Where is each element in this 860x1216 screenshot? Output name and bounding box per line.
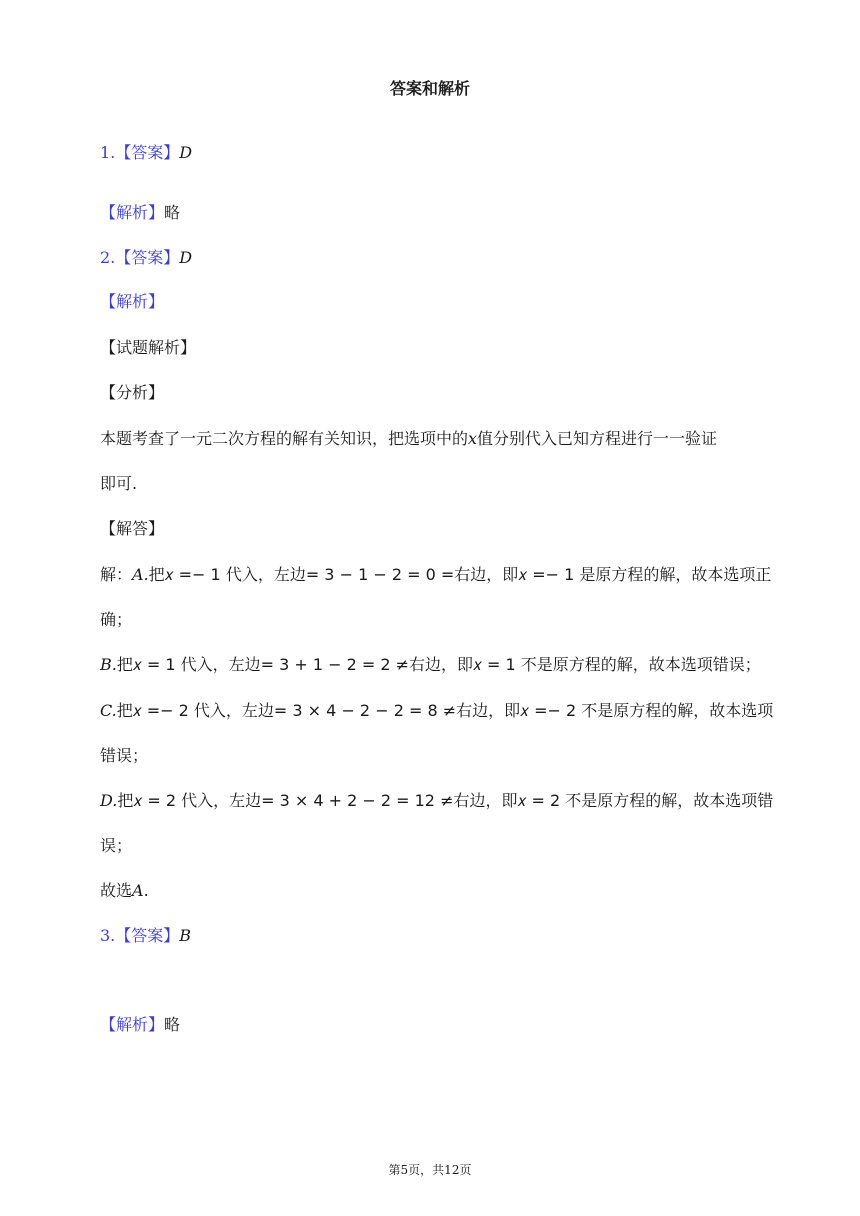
q2-solution-c <box>100 699 790 723</box>
solution-text: 把𝑥 =− 1 代入，左边= 3 − 1 − 2 = 0 =右边，即𝑥 =− 1 是原方程的解，故本选项正 <box>148 565 772 584</box>
q2-solution-d <box>100 789 790 813</box>
q2-analysis-tag: 【解析】 <box>100 292 165 311</box>
analysis-text-part: 值分别代入已知方程进行一一验证 <box>477 429 718 448</box>
conclusion-letter: A <box>132 881 144 900</box>
q1-number: 1. <box>100 143 116 162</box>
option-letter: D. <box>100 791 118 810</box>
q2-solution-a-cont: 确； <box>100 610 133 629</box>
q2-solution-c-cont: 错误； <box>100 746 149 765</box>
q2-sub-tag-3: 【解答】 <box>100 519 165 538</box>
q2-conclusion <box>100 879 790 903</box>
q2-sub-tag-2: 【分析】 <box>100 383 165 402</box>
q3-analysis: 略 <box>164 1015 181 1034</box>
option-letter: A. <box>132 565 149 584</box>
q3-number: 3. <box>100 926 116 945</box>
q2-number: 2. <box>100 248 116 267</box>
q2-solution-b <box>100 653 790 677</box>
page-footer: 第5页，共12页 <box>388 1163 472 1177</box>
q1-analysis-tag: 【解析】 <box>100 203 165 222</box>
q1-analysis: 略 <box>164 203 181 222</box>
q1-answer: D <box>179 143 193 162</box>
option-letter: C. <box>100 701 117 720</box>
analysis-text-part: 本题考查了一元二次方程的解有关知识，把选项中的 <box>100 429 469 448</box>
conclusion-period: . <box>143 881 149 900</box>
page-title: 答案和解析 <box>389 79 470 98</box>
q1-answer-line <box>100 141 790 165</box>
q3-answer: B <box>179 926 192 945</box>
solution-lead: 解： <box>100 565 133 584</box>
q3-analysis-line <box>100 1013 790 1037</box>
variable-x: x <box>468 429 478 448</box>
q2-analysis-line <box>100 290 790 314</box>
solution-text: 把𝑥 = 2 代入，左边= 3 × 4 + 2 − 2 = 12 ≠右边，即𝑥 = 2 不是原方程的解，故本选项错 <box>117 791 774 810</box>
solution-text: 把𝑥 = 1 代入，左边= 3 + 1 − 2 = 2 ≠右边，即𝑥 = 1 不是原方程的解，故本选项错误； <box>116 655 761 674</box>
option-letter: B. <box>100 655 117 674</box>
q2-answer-tag: 【答案】 <box>115 248 180 267</box>
q2-solution-d-cont: 误； <box>100 836 133 855</box>
q2-analysis-text-2: 即可. <box>100 474 138 493</box>
q3-analysis-tag: 【解析】 <box>100 1015 165 1034</box>
q3-answer-line <box>100 924 790 948</box>
q2-sub-tag-1: 【试题解析】 <box>100 338 197 357</box>
q3-answer-tag: 【答案】 <box>115 926 180 945</box>
solution-text: 把𝑥 =− 2 代入，左边= 3 × 4 − 2 − 2 = 8 ≠右边，即𝑥 =− 2 不是原方程的解，故本选项 <box>116 701 774 720</box>
conclusion-text: 故选 <box>100 881 133 900</box>
q2-answer: D <box>179 248 193 267</box>
q2-answer-line <box>100 246 790 270</box>
q1-analysis-line <box>100 201 790 225</box>
q2-solution-a <box>100 563 790 587</box>
q2-analysis-text-1 <box>100 427 790 451</box>
q1-answer-tag: 【答案】 <box>115 143 180 162</box>
